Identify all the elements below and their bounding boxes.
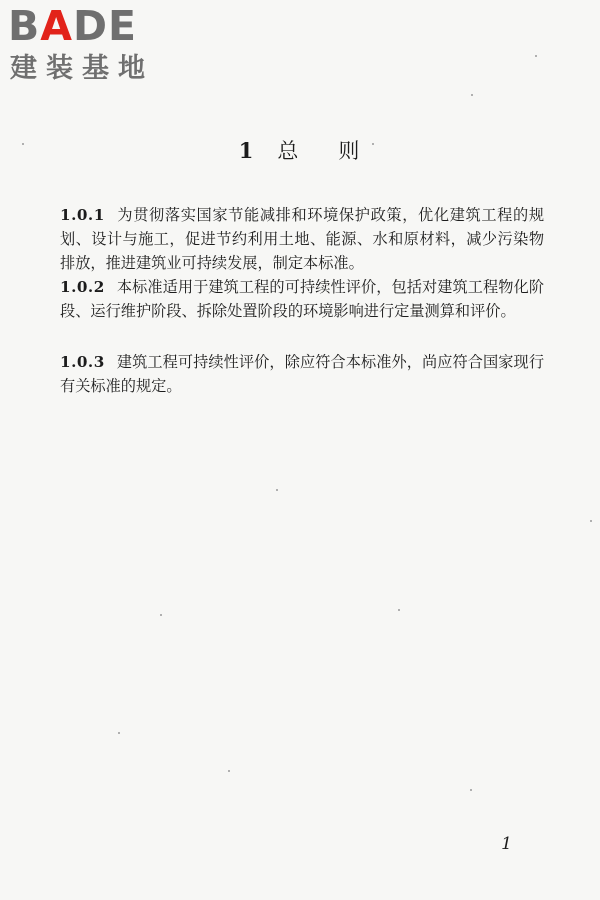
scan-speck <box>535 55 537 57</box>
logo-wordmark <box>8 4 137 48</box>
clause-1-0-1 <box>60 203 544 275</box>
chapter-number: 1 <box>238 138 256 163</box>
page-number: 1 <box>501 834 512 854</box>
chapter-title <box>0 137 600 165</box>
scan-speck <box>372 143 374 145</box>
clause-number: 1.0.3 <box>60 353 105 371</box>
clause-text: 建筑工程可持续性评价，除应符合本标准外，尚应符合国家现行有关标准的规定。 <box>60 353 544 395</box>
logo-letter-a: A <box>40 2 73 50</box>
clause-number: 1.0.2 <box>60 278 105 296</box>
bade-logo <box>8 4 178 86</box>
chapter-title-part1: 总 <box>277 139 301 163</box>
clause-text: 为贯彻落实国家节能减排和环境保护政策，优化建筑工程的规划、设计与施工，促进节约利用土地、能源、水和原材料，减少污染物排放，推进建筑业可持续发展，制定本标准。 <box>60 206 544 272</box>
logo-subtitle: 建装基地 <box>10 53 154 84</box>
logo-letter-b: B <box>8 2 41 50</box>
scan-speck <box>470 789 472 791</box>
scan-speck <box>276 489 278 491</box>
scan-speck <box>471 94 473 96</box>
clause-text: 本标准适用于建筑工程的可持续性评价，包括对建筑工程物化阶段、运行维护阶段、拆除处置阶段的环境影响进行定量测算和评价。 <box>60 278 544 320</box>
scan-speck <box>398 609 400 611</box>
clause-number: 1.0.1 <box>60 206 105 224</box>
scan-speck <box>118 732 120 734</box>
scan-speck <box>22 143 24 145</box>
logo-letters-de: DE <box>73 2 138 50</box>
clause-1-0-2 <box>60 275 544 323</box>
scan-speck <box>228 770 230 772</box>
clause-1-0-3 <box>60 350 544 398</box>
scan-speck <box>160 614 162 616</box>
scan-speck <box>590 520 592 522</box>
chapter-title-part2: 则 <box>338 139 362 163</box>
